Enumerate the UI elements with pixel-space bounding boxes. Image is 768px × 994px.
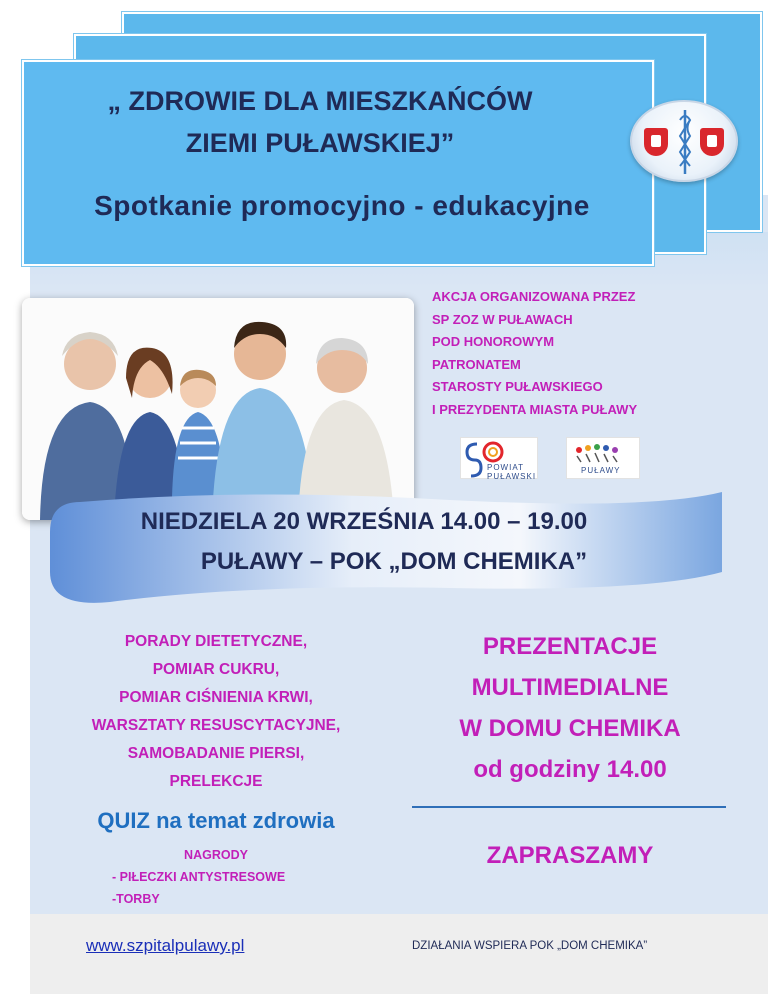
event-subtitle: Spotkanie promocyjno - edukacyjne — [94, 190, 590, 221]
invitation-text: ZAPRASZAMY — [486, 842, 654, 869]
organizer-line: STAROSTY PUŁAWSKIEGO — [432, 379, 603, 394]
service-item: SAMOBADANIE PIERSI, — [127, 745, 305, 762]
organizer-line: AKCJA ORGANIZOWANA PRZEZ — [432, 289, 636, 304]
event-place: PUŁAWY – POK „DOM CHEMIKA” — [200, 548, 588, 575]
service-item: WARSZTATY RESUSCYTACYJNE, — [91, 717, 341, 734]
organizer-line: I PREZYDENTA MIASTA PUŁAWY — [432, 401, 638, 417]
event-title-line-2: ZIEMI PUŁAWSKIEJ” — [185, 128, 455, 158]
organizer-line: SP ZOZ W PUŁAWACH — [432, 311, 573, 327]
coat-of-arms-right-icon — [700, 128, 724, 156]
presentation-line: W DOMU CHEMIKA — [459, 715, 681, 742]
caduceus-icon — [678, 108, 692, 176]
hospital-seal-logo — [630, 100, 738, 182]
presentations-info — [412, 626, 728, 790]
organizer-line: POD HONOROWYM — [432, 334, 555, 349]
presentation-line: MULTIMEDIALNE — [471, 674, 669, 701]
pulawy-logo-text: PUŁAWY — [581, 466, 621, 475]
coat-of-arms-left-icon — [644, 128, 668, 156]
prize-item: - PIŁECZKI ANTYSTRESOWE — [112, 870, 286, 884]
prizes-heading: NAGRODY — [184, 848, 248, 862]
family-photo — [22, 298, 414, 520]
organizer-info — [432, 286, 752, 421]
service-item: POMIAR CUKRU, — [152, 661, 280, 678]
service-item: POMIAR CIŚNIENIA KRWI, — [119, 689, 313, 706]
powiat-logo-text: POWIAT PUŁAWSKI — [487, 463, 537, 481]
pulawy-city-logo — [566, 437, 640, 479]
organizer-line: PATRONATEM — [432, 356, 521, 372]
service-item: PRELEKCJE — [169, 773, 263, 790]
section-divider — [412, 806, 726, 808]
prize-item: -TORBY — [112, 892, 160, 906]
website-link[interactable]: www.szpitalpulawy.pl — [86, 936, 245, 955]
service-item: PORADY DIETETYCZNE, — [124, 633, 308, 650]
quiz-heading: QUIZ na temat zdrowia — [97, 808, 335, 833]
support-note: DZIAŁANIA WSPIERA POK „DOM CHEMIKA” — [412, 940, 648, 952]
presentation-line: od godziny 14.00 — [473, 756, 667, 783]
presentation-line: PREZENTACJE — [482, 633, 658, 660]
event-title-line-1: „ ZDROWIE DLA MIESZKAŃCÓW — [107, 86, 533, 116]
services-list — [40, 628, 392, 796]
powiat-pulawski-logo — [460, 437, 538, 479]
event-date: NIEDZIELA 20 WRZEŚNIA 14.00 – 19.00 — [140, 508, 588, 535]
